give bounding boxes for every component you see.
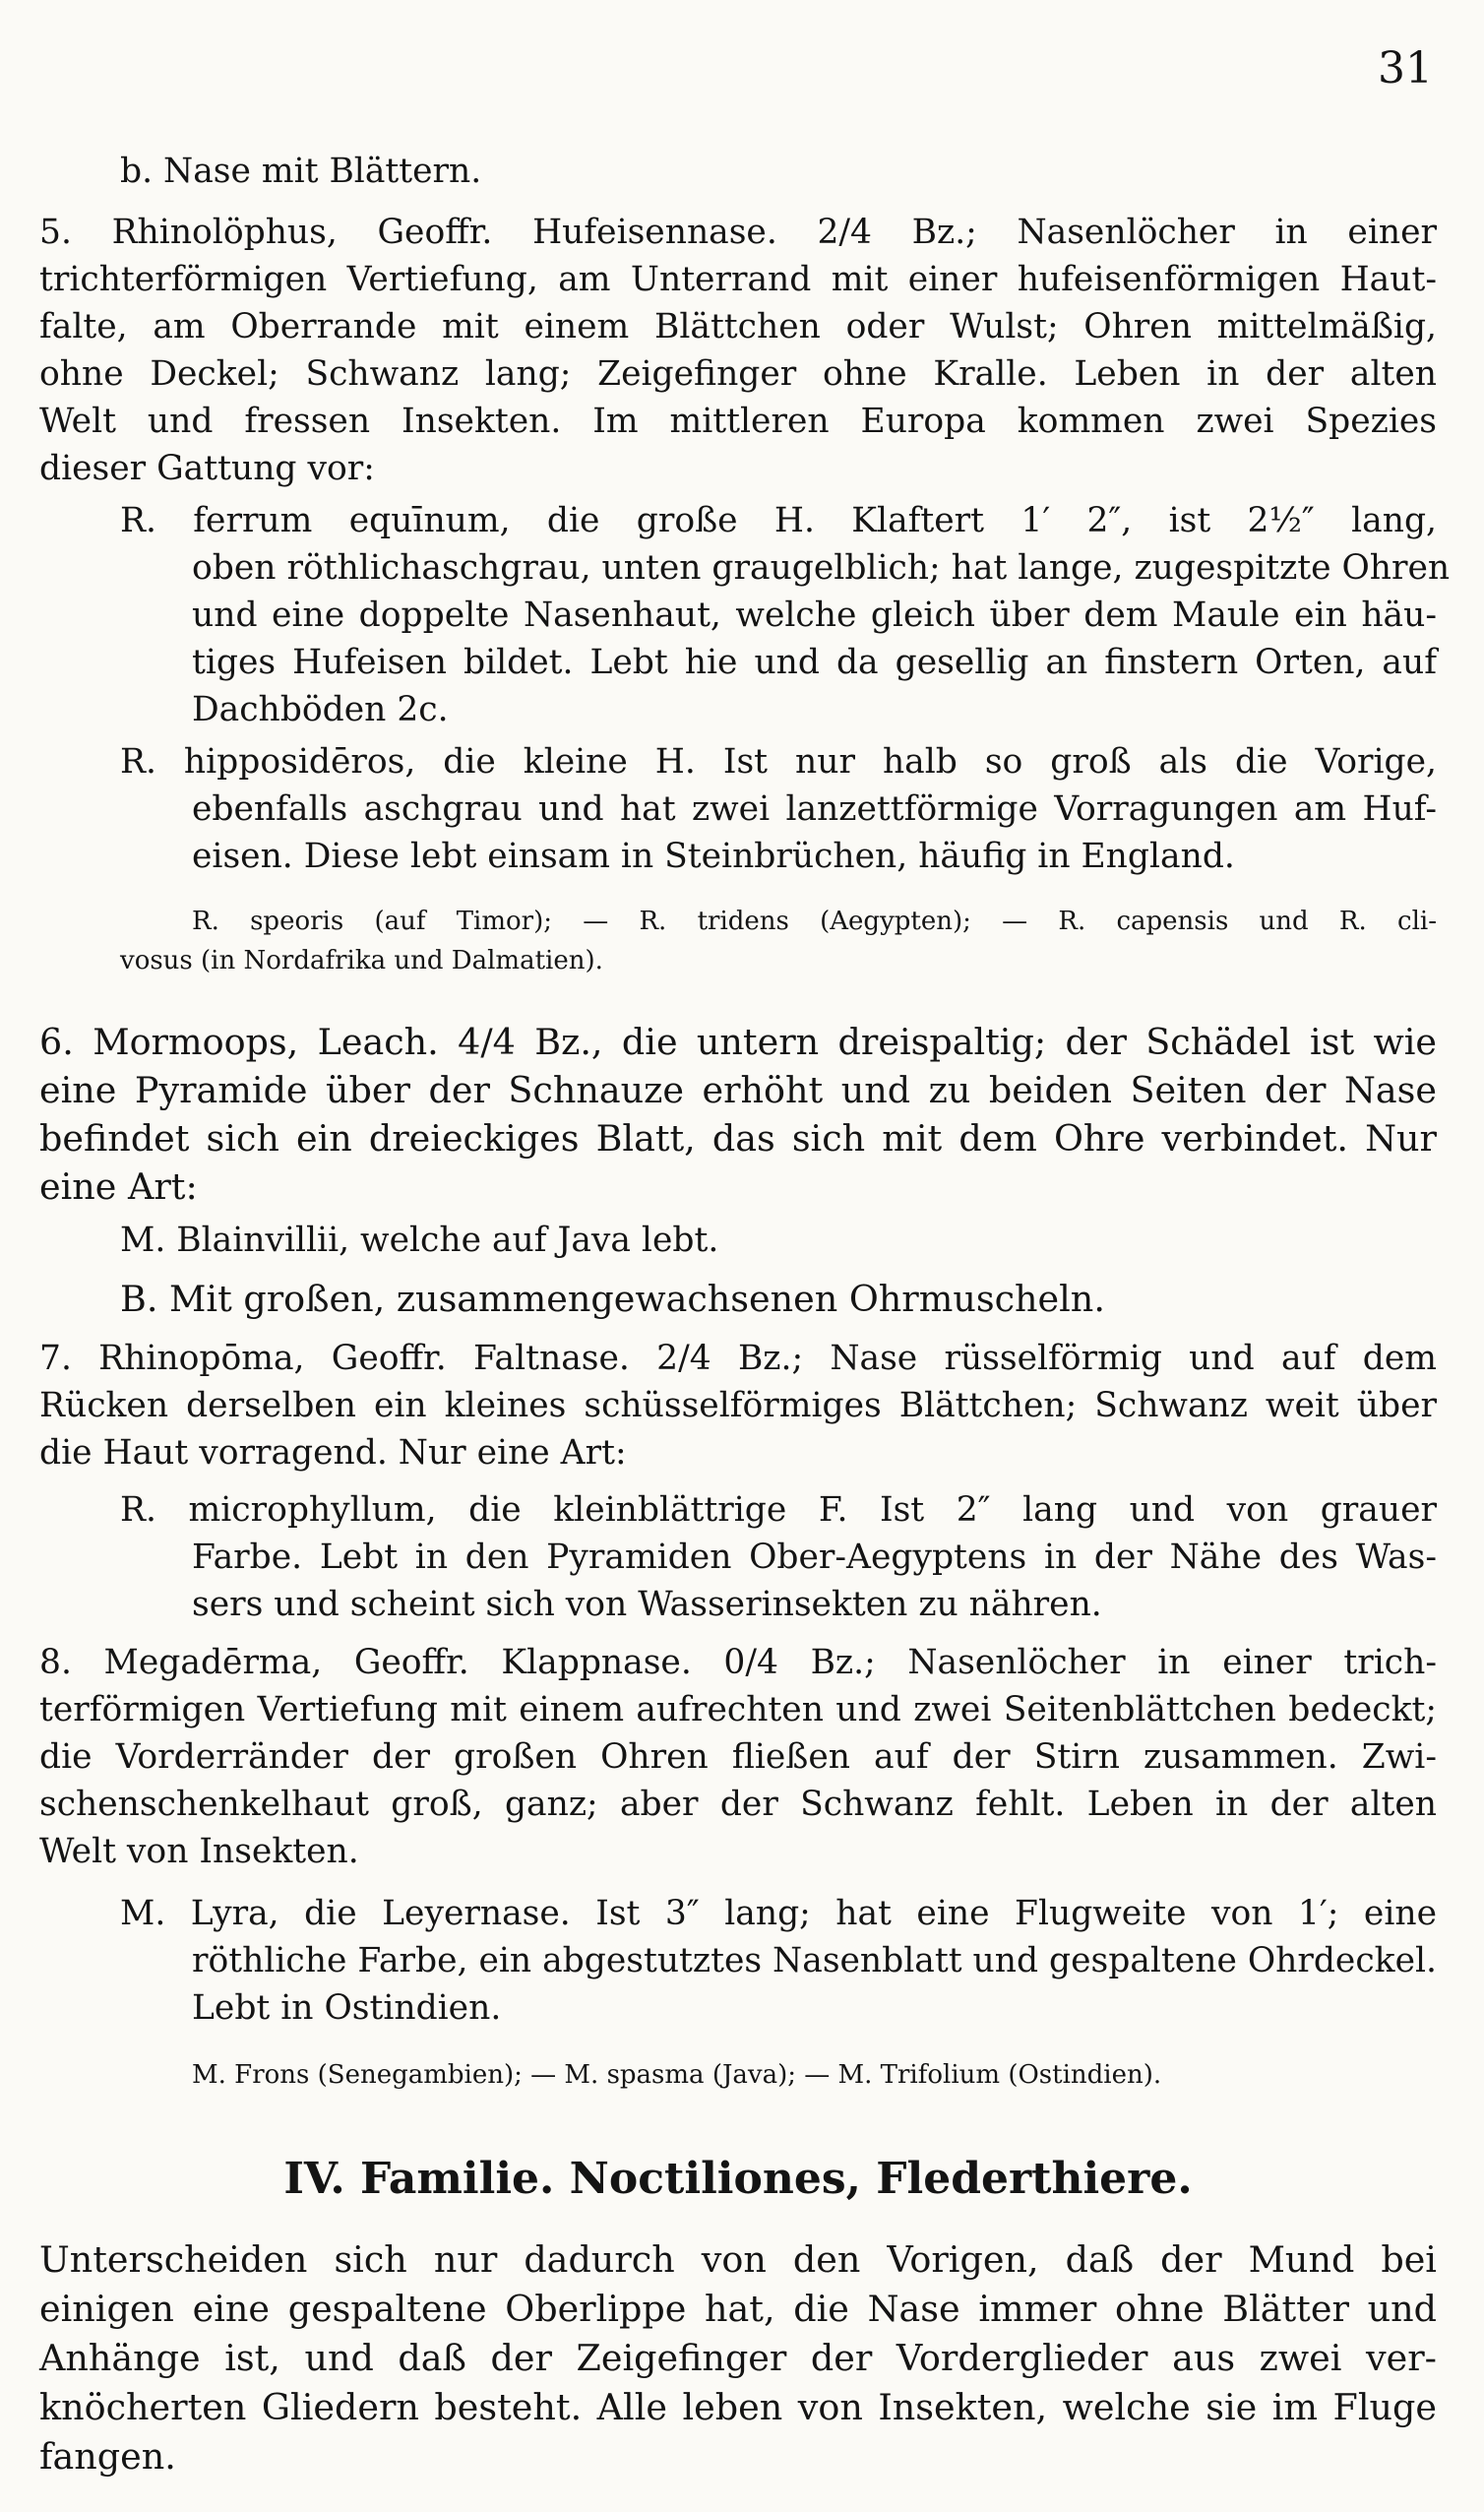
text-line: eine Pyramide über der Schnauze erhöht und zu beiden Seiten der Nase (39, 1069, 1437, 1111)
text-line: b. Nase mit Blättern. (120, 152, 482, 191)
text-line: M. Lyra, die Leyernase. Ist 3″ lang; hat eine Flugweite von 1′; eine (120, 1894, 1437, 1933)
text-line: 5. Rhinolöphus, Geoffr. Hufeisennase. 2/4 Bz.; Nasenlöcher in einer (39, 213, 1437, 252)
text-line: die Haut vorragend. Nur eine Art: (39, 1433, 627, 1473)
text-line: R. ferrum equīnum, die große H. Klaftert 1′ 2″, ist 2½″ lang, (120, 501, 1437, 540)
text-line: 8. Megadērma, Geoffr. Klappnase. 0/4 Bz.; Nasenlöcher in einer trich- (39, 1643, 1437, 1682)
text-line: befindet sich ein dreieckiges Blatt, das sich mit dem Ohre verbindet. Nur (39, 1117, 1437, 1160)
text-line: und eine doppelte Nasenhaut, welche gleich über dem Maule ein häu- (192, 596, 1437, 635)
text-line: 6. Mormoops, Leach. 4/4 Bz., die untern dreispaltig; der Schädel ist wie (39, 1021, 1437, 1063)
text-line: tiges Hufeisen bildet. Lebt hie und da gesellig an finstern Orten, auf (192, 643, 1437, 682)
text-line: vosus (in Nordafrika und Dalmatien). (120, 946, 603, 975)
text-line: eine Art: (39, 1165, 198, 1208)
text-line: IV. Familie. Noctiliones, Flederthiere. (283, 2154, 1193, 2204)
text-line: M. Blainvillii, welche auf Java lebt. (120, 1221, 719, 1260)
text-line: Anhänge ist, und daß der Zeigefinger der Vorderglieder aus zwei ver- (39, 2337, 1437, 2379)
page-number: 31 (1378, 43, 1433, 94)
text-line: ohne Deckel; Schwanz lang; Zeigefinger ohne Kralle. Leben in der alten (39, 354, 1437, 394)
text-line: oben röthlichaschgrau, unten graugelblich; hat lange, zugespitzte Ohren (192, 548, 1451, 588)
text-line: fangen. (39, 2435, 176, 2478)
text-line: falte, am Oberrande mit einem Blättchen oder Wulst; Ohren mittelmäßig, (39, 307, 1437, 346)
text-line: Dachböden 2c. (192, 690, 449, 729)
text-line: Rücken derselben ein kleines schüsselförmiges Blättchen; Schwanz weit über (39, 1386, 1437, 1425)
text-line: terförmigen Vertiefung mit einem aufrechten und zwei Seitenblättchen bedeckt; (39, 1690, 1437, 1729)
text-line: Welt von Insekten. (39, 1832, 359, 1871)
text-line: dieser Gattung vor: (39, 449, 375, 488)
text-line: Farbe. Lebt in den Pyramiden Ober-Aegyptens in der Nähe des Was- (192, 1538, 1437, 1577)
text-line: röthliche Farbe, ein abgestutztes Nasenblatt und gespaltene Ohrdeckel. (192, 1941, 1437, 1980)
text-line: eisen. Diese lebt einsam in Steinbrüchen, häufig in England. (192, 837, 1235, 876)
text-line: Unterscheiden sich nur dadurch von den Vorigen, daß der Mund bei (39, 2238, 1437, 2281)
text-line: knöcherten Gliedern besteht. Alle leben von Insekten, welche sie im Fluge (39, 2386, 1437, 2428)
text-line: R. speoris (auf Timor); — R. tridens (Aegypten); — R. capensis und R. cli- (192, 907, 1437, 936)
text-line: schenschenkelhaut groß, ganz; aber der Schwanz fehlt. Leben in der alten (39, 1785, 1437, 1824)
text-line: trichterförmigen Vertiefung, am Unterrand mit einer hufeisenförmigen Haut- (39, 260, 1437, 299)
text-line: sers und scheint sich von Wasserinsekten zu nähren. (192, 1585, 1102, 1624)
text-line: einigen eine gespaltene Oberlippe hat, die Nase immer ohne Blätter und (39, 2288, 1437, 2330)
text-line: R. hipposidēros, die kleine H. Ist nur halb so groß als die Vorige, (120, 742, 1437, 782)
text-line: Welt und fressen Insekten. Im mittleren Europa kommen zwei Spezies (39, 402, 1437, 441)
text-line: die Vorderränder der großen Ohren fließen auf der Stirn zusammen. Zwi- (39, 1737, 1437, 1777)
text-line: R. microphyllum, die kleinblättrige F. Ist 2″ lang und von grauer (120, 1490, 1437, 1530)
text-line: ebenfalls aschgrau und hat zwei lanzettförmige Vorragungen am Huf- (192, 789, 1437, 829)
text-line: M. Frons (Senegambien); — M. spasma (Java); — M. Trifolium (Ostindien). (192, 2060, 1162, 2090)
text-line: Lebt in Ostindien. (192, 1988, 502, 2028)
text-line: B. Mit großen, zusammengewachsenen Ohrmuscheln. (120, 1278, 1105, 1320)
text-line: 7. Rhinopōma, Geoffr. Faltnase. 2/4 Bz.; Nase rüsselförmig und auf dem (39, 1339, 1437, 1378)
